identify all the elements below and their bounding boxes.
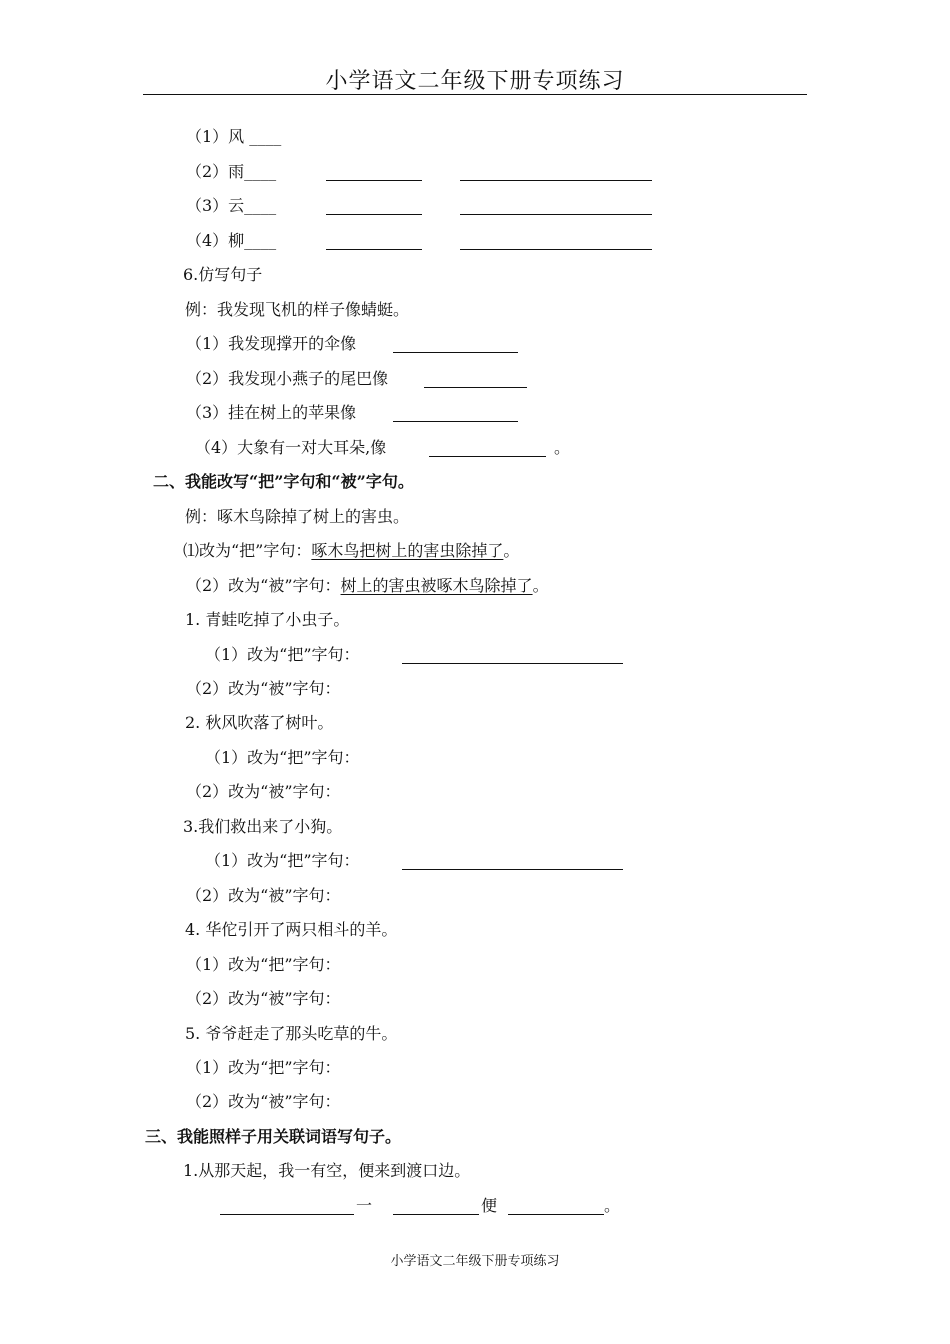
s2-q3-bei: （2）改为“被”字句： — [186, 886, 341, 905]
example-bei-answer: 树上的害虫被啄木鸟除掉了 — [340, 576, 533, 595]
s2-q1-bei: （2）改为“被”字句： — [186, 679, 341, 698]
example-ba-answer: 啄木鸟把树上的害虫除掉了 — [311, 541, 504, 560]
example-bei-prefix: （2）改为“被”字句： — [186, 576, 341, 595]
s2-q1-ba: （1）改为“把”字句： — [205, 645, 360, 664]
s2-q1-ba-blank[interactable] — [402, 663, 623, 664]
s2-q2: 2. 秋风吹落了树叶。 — [185, 713, 334, 732]
blank-yu-2[interactable] — [460, 180, 652, 181]
s2-q3: 3.我们救出来了小狗。 — [183, 817, 343, 836]
s2-q3-ba-blank[interactable] — [402, 869, 623, 870]
q6-blank-2[interactable] — [424, 387, 527, 388]
page-footer: 小学语文二年级下册专项练习 — [390, 1254, 560, 1269]
example-bei-line — [186, 576, 549, 596]
section3-title: 三、我能照样子用关联词语写句子。 — [145, 1127, 402, 1146]
header-rule — [143, 94, 807, 95]
s2-q5-bei: （2）改为“被”字句： — [186, 1092, 341, 1111]
q6-item-2: （2）我发现小燕子的尾巴像 — [186, 369, 389, 388]
s2-q5: 5. 爷爷赶走了那头吃草的牛。 — [185, 1024, 398, 1043]
item-liu: （4）柳____ — [186, 231, 277, 250]
s2-q1: 1. 青蛙吃掉了小虫子。 — [185, 610, 350, 629]
q6-item-3: （3）挂在树上的苹果像 — [186, 403, 357, 422]
s3-blank-1[interactable] — [220, 1214, 354, 1215]
q6-blank-3[interactable] — [393, 421, 518, 422]
s3-q1: 1.从那天起，我一有空，便来到渡口边。 — [183, 1161, 471, 1180]
s2-q2-ba: （1）改为“把”字句： — [205, 748, 360, 767]
q6-item-4: （4）大象有一对大耳朵,像 — [195, 438, 387, 457]
blank-yun-1[interactable] — [326, 214, 422, 215]
blank-liu-1[interactable] — [326, 249, 422, 250]
s3-blank-2[interactable] — [393, 1214, 479, 1215]
example-ba-line — [183, 541, 519, 561]
s3-end: 。 — [604, 1196, 621, 1215]
s2-q3-ba: （1）改为“把”字句： — [205, 851, 360, 870]
section2-title: 二、我能改写“把”字句和“被”字句。 — [153, 472, 414, 491]
s3-blank-3[interactable] — [508, 1214, 604, 1215]
section2-example: 例：啄木鸟除掉了树上的害虫。 — [185, 507, 410, 526]
s2-q4-ba: （1）改为“把”字句： — [186, 955, 341, 974]
blank-yu-1[interactable] — [326, 180, 422, 181]
s3-word-yi: 一 — [356, 1196, 373, 1215]
q6-item-1: （1）我发现撑开的伞像 — [186, 334, 357, 353]
item-yun: （3）云____ — [186, 196, 277, 215]
s2-q5-ba: （1）改为“把”字句： — [186, 1058, 341, 1077]
example-bei-end: 。 — [532, 576, 549, 595]
blank-yun-2[interactable] — [460, 214, 652, 215]
q6-blank-4[interactable] — [429, 456, 546, 457]
example-ba-end: 。 — [503, 541, 520, 560]
s2-q4: 4. 华佗引开了两只相斗的羊。 — [185, 920, 398, 939]
s2-q2-bei: （2）改为“被”字句： — [186, 782, 341, 801]
q6-example: 例：我发现飞机的样子像蜻蜓。 — [185, 300, 410, 319]
blank-liu-2[interactable] — [460, 249, 652, 250]
q6-blank-1[interactable] — [393, 352, 518, 353]
s2-q4-bei: （2）改为“被”字句： — [186, 989, 341, 1008]
s3-word-bian: 便 — [481, 1196, 498, 1215]
item-yu: （2）雨____ — [186, 162, 277, 181]
q6-title: 6.仿写句子 — [183, 265, 263, 284]
page-header-title: 小学语文二年级下册专项练习 — [325, 69, 625, 94]
example-ba-prefix: ⑴改为“把”字句： — [183, 541, 312, 560]
item-feng: （1）风 ____ — [186, 127, 282, 146]
q6-item-4-end: 。 — [554, 438, 571, 457]
